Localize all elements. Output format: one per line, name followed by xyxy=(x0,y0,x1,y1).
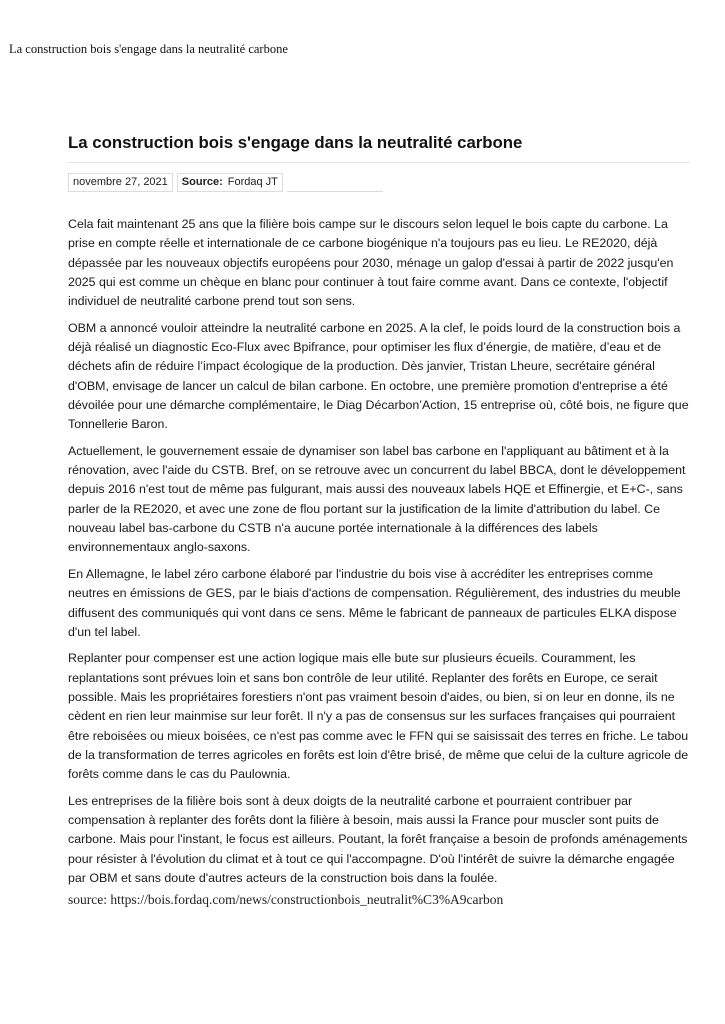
footer-source-url: source: https://bois.fordaq.com/news/constructionbois_neutralit%C3%A9carbon xyxy=(68,892,504,907)
article-title: La construction bois s'engage dans la neutralité carbone xyxy=(68,132,690,163)
paragraph: Cela fait maintenant 25 ans que la filière bois campe sur le discours selon lequel le bois capte du carbone. La prise en compte réelle et internationale de ce carbone biogénique n'a toujours pas eu lieu. Le RE2020, déjà dépassée par les nouveaux objectifs européens pour 2030, ménage un galop d'essai à partir de 2022 jusqu'en 2025 qui est comme un chèque en blanc pour continuer à tout faire comme avant. Dans ce contexte, l'objectif individuel de neutralité carbone prend tout son sens. xyxy=(68,217,674,309)
article-date: novembre 27, 2021 xyxy=(68,173,173,192)
paragraph: OBM a annoncé vouloir atteindre la neutralité carbone en 2025. A la clef, le poids lourd de la construction bois a déjà réalisé un diagnostic Eco-Flux avec Bpifrance, pour optimiser les flux d’énergie, de matière, d’eau et de déchets afin de réduire l’impact écologique de la production. Dès janvier, Tristan Lheure, secrétaire général d'OBM, envisage de lancer un calcul de bilan carbone. En octobre, une première promotion d'entreprise a été dévoilée pour une démarche complémentaire, le Diag Décarbon’Action, 15 entreprise où, côté bois, ne figure que Tonnellerie Baron. xyxy=(68,320,689,432)
paragraph: En Allemagne, le label zéro carbone élaboré par l'industrie du bois vise à accréditer les entreprises comme neutres en émissions de GES, par le biais d'actions de compensation. Régulièrement, des industries du meuble diffusent des communiqués qui vont dans ce sens. Même le fabricant de panneaux de particules ELKA dispose d'un tel label. xyxy=(68,566,681,639)
article-body xyxy=(68,215,690,888)
article-source xyxy=(177,173,283,192)
article-meta xyxy=(68,173,690,192)
article xyxy=(68,132,690,896)
source-value: Fordaq JT xyxy=(227,176,278,188)
page-header-title: La construction bois s'engage dans la neutralité carbone xyxy=(9,42,288,56)
paragraph: Actuellement, le gouvernement essaie de dynamiser son label bas carbone en l'appliquant au bâtiment et à la rénovation, avec l'aide du CSTB. Bref, on se retrouve avec un concurrent du label BBCA, dont le développement depuis 2016 n'est tout de même pas fulgurant, mais aussi des nouveaux labels HQE et Effinergie, et E+C-, sans parler de la RE2020, et avec une zone de flou portant sur la justification de la limite d'attribution du label. Ce nouveau label bas-carbone du CSTB n'a aucune portée internationale à la différences des labels environnementaux anglo-saxons. xyxy=(68,443,686,555)
source-label: Source: xyxy=(181,176,223,188)
paragraph: Replanter pour compenser est une action logique mais elle bute sur plusieurs écueils. Couramment, les replantations sont prévues loin et sans bon contrôle de leur utilité. Replanter des forêts en Europe, ce serait possible. Mais les propriétaires forestiers n'ont pas vraiment besoin d'aides, ou bien, si on leur en donne, ils ne cèdent en rien leur mainmise sur leur forêt. Il n'y a pas de consensus sur les surfaces françaises qui pourraient être reboisées ou mieux boisées, ce n'est pas comme avec le FFN qui se saisissait des terres en friche. Le tabou de la transformation de terres agricoles en forêts est loin d'être brisé, de même que celui de la culture agricole de forêts comme dans le cas du Paulownia. xyxy=(68,651,689,782)
meta-spacer xyxy=(287,174,383,192)
paragraph: Les entreprises de la filière bois sont à deux doigts de la neutralité carbone et pourraient contribuer par compensation à replanter des forêts dont la filière à besoin, mais aussi la France pour muscler sont puits de carbone. Mais pour l'instant, le focus est ailleurs. Poutant, la forêt française a besoin de profonds aménagements pour résister à l'évolution du climat et à tout ce qui l'accompagne. D'où l'intérêt de suivre la démarche engagée par OBM et sans doute d'autres acteurs de la construction bois dans la foulée. xyxy=(68,793,688,885)
